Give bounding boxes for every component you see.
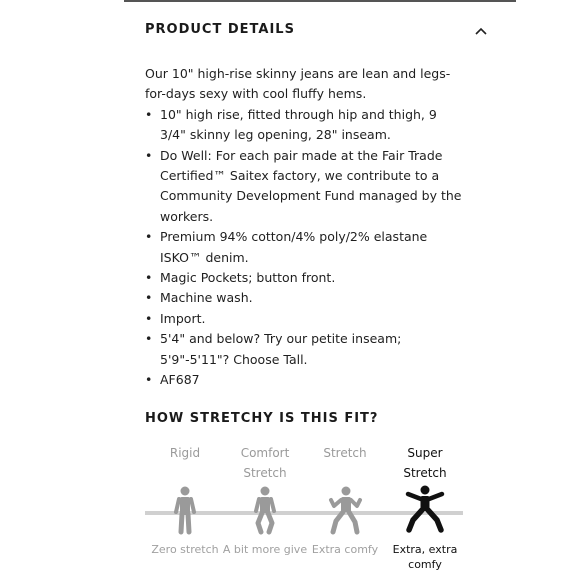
feature-list [145,105,465,391]
top-divider [124,0,516,2]
section-title: PRODUCT DETAILS [145,22,295,37]
product-description [145,64,465,391]
list-item: • Do Well: For each pair made at the Fair Trade Certified™ Saitex factory, we contribute to a Community Development Fund managed by the workers. [145,146,465,228]
level-description: Zero stretch [151,543,219,556]
level-description: A bit more give [222,543,308,556]
stretch-level-super-stretch [385,443,465,571]
stretch-section-title: HOW STRETCHY IS THIS FIT? [145,411,379,426]
level-description: Extra, extra comfy [392,543,458,571]
list-item: • Magic Pockets; button front. [145,268,465,288]
level-name: Comfort Stretch [240,446,290,480]
star-jump-figure-icon [405,485,445,535]
list-item: • Import. [145,309,465,329]
chevron-up-icon[interactable] [473,23,489,39]
list-item: • Premium 94% cotton/4% poly/2% elastane ISKO™ denim. [145,227,465,268]
list-item: • AF687 [145,370,465,390]
lunging-figure-icon [325,485,365,535]
level-name: Super Stretch [403,446,447,480]
stretch-scale [145,443,465,580]
bent-knee-figure-icon [245,485,285,535]
stretch-level-comfort [222,443,308,556]
description-intro: Our 10" high-rise skinny jeans are lean and legs-for-days sexy with cool fluffy hems. [145,66,451,102]
stretch-level-stretch [305,443,385,556]
list-item: • 10" high rise, fitted through hip and thigh, 9 3/4" skinny leg opening, 28" inseam. [145,105,465,146]
level-name: Stretch [323,446,367,460]
level-description: Extra comfy [311,543,379,556]
product-details-header[interactable] [145,22,487,42]
standing-figure-icon [165,485,205,535]
stretch-level-rigid [145,443,225,556]
level-name: Rigid [169,446,201,460]
list-item: • Machine wash. [145,288,465,308]
list-item: • 5'4" and below? Try our petite inseam; 5'9"-5'11"? Choose Tall. [145,329,465,370]
